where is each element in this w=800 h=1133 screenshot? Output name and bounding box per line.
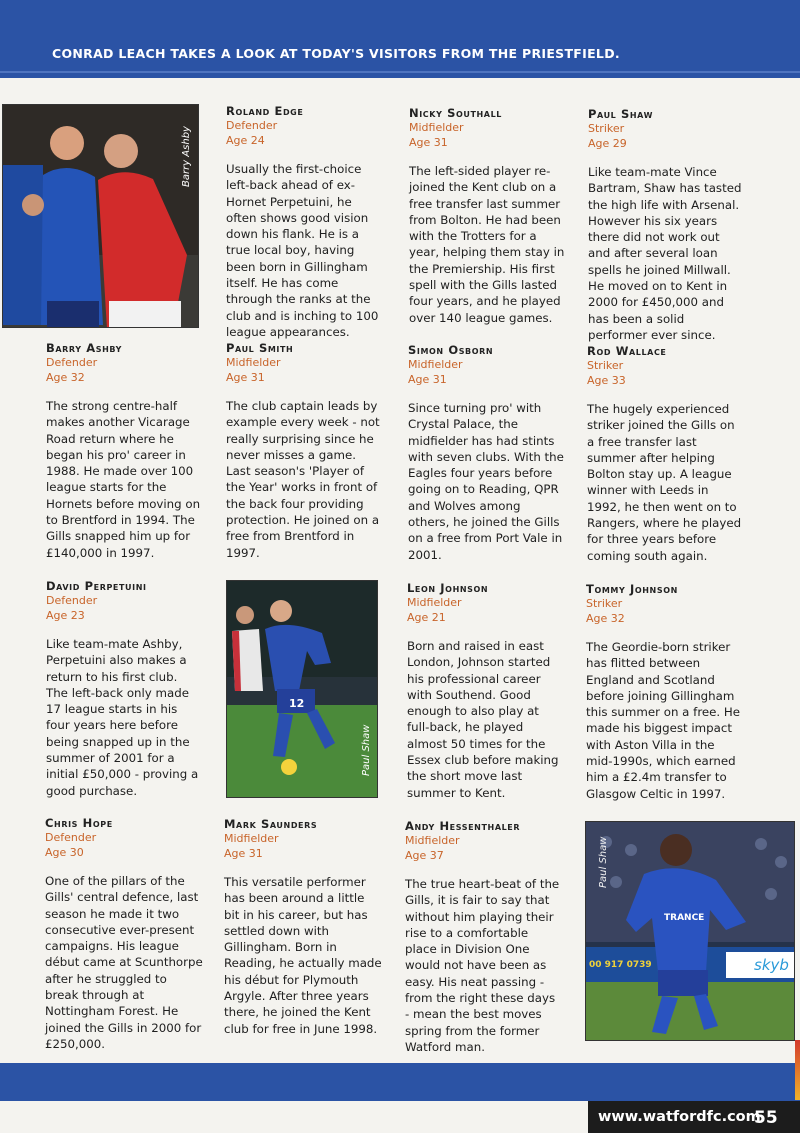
profile-mark-saunders: [224, 817, 382, 1037]
header-rule: [0, 71, 800, 73]
player-position: Midfielder: [407, 596, 462, 609]
article-intro: CONRAD LEACH TAKES A LOOK AT TODAY'S VISITORS FROM THE PRIESTFIELD.: [52, 46, 620, 61]
page-number: 55: [754, 1108, 778, 1128]
player-position: Midfielder: [224, 832, 279, 845]
player-age: Age 37: [405, 849, 444, 862]
photo-barry-ashby: [2, 104, 199, 328]
profile-simon-osborn: [408, 343, 564, 563]
player-name: Nicky Southall: [409, 106, 502, 120]
player-name: Tommy Johnson: [586, 582, 678, 596]
player-name: Roland Edge: [226, 104, 304, 118]
board-text: skyb: [754, 956, 789, 974]
profile-david-perpetuini: [46, 579, 202, 799]
player-position: Defender: [46, 356, 98, 369]
player-age: Age 23: [46, 609, 85, 622]
profile-chris-hope: [45, 816, 203, 1052]
shirt-number: 12: [289, 697, 305, 710]
profile-nicky-southall: [409, 106, 565, 326]
player-name: David Perpetuini: [46, 579, 147, 593]
player-bio: The strong centre-half makes another Vicarage Road return where he began his pro' career in 1988. He made over 100 league starts for the Hornets before moving on to Brentford in 1994. The Gills snapped him up for £140,000 in 1997.: [46, 399, 201, 560]
player-age: Age 32: [46, 371, 85, 384]
photo-paul-shaw-image: [227, 581, 378, 798]
player-position: Defender: [226, 119, 278, 132]
player-bio: This versatile performer has been around a little bit in his career, but has settled down with Gillingham. Born in Reading, he actually made his début for Plymouth Argyle. After three years there, he joined the Kent club for free in June 1998.: [224, 875, 382, 1036]
player-bio: The true heart-beat of the Gills, it is fair to say that without him playing their rise to a comfortable place in Division One would not have been as easy. His neat passing - from the right these days - mean the best moves spring from the former Watford man.: [405, 877, 560, 1054]
profile-rod-wallace: [587, 344, 745, 564]
photo-paul-shaw: [226, 580, 378, 798]
player-position: Midfielder: [405, 834, 460, 847]
player-position: Midfielder: [408, 358, 463, 371]
photo-credit-1: Barry Ashby: [181, 126, 192, 187]
player-name: Mark Saunders: [224, 817, 318, 831]
edge-strip: [795, 1040, 800, 1100]
player-name: Leon Johnson: [407, 581, 489, 595]
player-position: Defender: [46, 594, 98, 607]
website-url[interactable]: www.watfordfc.com: [598, 1109, 761, 1125]
player-name: Andy Hessenthaler: [405, 819, 521, 833]
photo-tommy-johnson-image: [586, 822, 795, 1041]
player-name: Barry Ashby: [46, 341, 123, 355]
footer: [588, 1101, 800, 1133]
player-bio: The left-sided player re-joined the Kent club on a free transfer last summer from Bolton. He had been with the Trotters for a year, helping them stay in the Premiership. His first spell with the Gills lasted four years, and he played over 140 league games.: [409, 164, 565, 325]
board-phone: 00 917 0739: [589, 960, 652, 970]
player-name: Paul Shaw: [588, 107, 654, 121]
player-age: Age 31: [224, 847, 263, 860]
player-age: Age 30: [45, 846, 84, 859]
profile-roland-edge: [226, 104, 384, 340]
player-position: Midfielder: [409, 121, 464, 134]
player-age: Age 21: [407, 611, 446, 624]
profile-paul-smith: [226, 341, 384, 561]
shirt-sponsor: TRANCE: [664, 913, 705, 923]
player-name: Rod Wallace: [587, 344, 667, 358]
player-bio: Usually the first-choice left-back ahead of ex-Hornet Perpetuini, he often shows good vision down his flank. He is a true local boy, having been born in Gillingham itself. He has come through the ranks at the club and is inching to 100 league appearances.: [226, 162, 379, 339]
header-band: [0, 0, 800, 78]
player-bio: Since turning pro' with Crystal Palace, the midfielder has had stints with seven clubs. With the Eagles four years before going on to Reading, QPR and Wolves among others, he joined the Gills on a free from Port Vale in 2001.: [408, 401, 564, 562]
player-position: Defender: [45, 831, 97, 844]
photo-tommy-johnson: [585, 821, 795, 1041]
player-name: Paul Smith: [226, 341, 294, 355]
profile-tommy-johnson: [586, 582, 744, 802]
player-bio: The club captain leads by example every week - not really surprising since he never misses a game. Last season's 'Player of the Year' works in front of the back four providing protection. He joined on a free from Brentford in 1997.: [226, 399, 380, 560]
player-age: Age 31: [408, 373, 447, 386]
photo-credit-2: Paul Shaw: [361, 724, 372, 776]
player-position: Striker: [586, 597, 623, 610]
profile-andy-hessenthaler: [405, 819, 563, 1055]
player-bio: The Geordie-born striker has flitted between England and Scotland before joining Gillingham this summer on a free. He made his biggest impact with Aston Villa in the mid-1990s, which earned him a £2.4m transfer to Glasgow Celtic in 1997.: [586, 640, 741, 801]
player-bio: One of the pillars of the Gills' central defence, last season he made it two consecutive ever-present campaigns. His league début came at Scunthorpe after he struggled to break through at Nottingham Forest. He joined the Gills in 2000 for £250,000.: [45, 874, 203, 1051]
player-name: Simon Osborn: [408, 343, 494, 357]
player-age: Age 32: [586, 612, 625, 625]
photo-barry-ashby-image: [3, 105, 199, 328]
player-bio: Like team-mate Ashby, Perpetuini also makes a return to his first club. The left-back only made 17 league starts in his four years here before being snapped up in the summer of 2001 for a initial £50,000 - proving a good purchase.: [46, 637, 199, 798]
player-age: Age 31: [409, 136, 448, 149]
photo-credit-3: Paul Shaw: [598, 836, 609, 888]
player-age: Age 29: [588, 137, 627, 150]
player-position: Midfielder: [226, 356, 281, 369]
player-bio: The hugely experienced striker joined the Gills on a free transfer last summer after helping Bolton stay up. A league winner with Leeds in 1992, he then went on to Rangers, where he played for three years before coming south again.: [587, 402, 742, 563]
player-name: Chris Hope: [45, 816, 113, 830]
player-bio: Born and raised in east London, Johnson started his professional career with Southend. Good enough to also play at full-back, he played almost 50 times for the Essex club before making the short move last summer to Kent.: [407, 639, 559, 800]
player-age: Age 24: [226, 134, 265, 147]
profile-barry-ashby: [46, 341, 206, 561]
profile-leon-johnson: [407, 581, 565, 801]
footer-band: [0, 1063, 800, 1101]
player-position: Striker: [588, 122, 625, 135]
player-position: Striker: [587, 359, 624, 372]
profile-paul-shaw: [588, 107, 744, 343]
player-age: Age 31: [226, 371, 265, 384]
player-age: Age 33: [587, 374, 626, 387]
player-bio: Like team-mate Vince Bartram, Shaw has tasted the high life with Arsenal. However his six years there did not work out and after several loan spells he joined Millwall. He moved on to Kent in 2000 for £450,000 and has been a solid performer ever since.: [588, 165, 742, 342]
